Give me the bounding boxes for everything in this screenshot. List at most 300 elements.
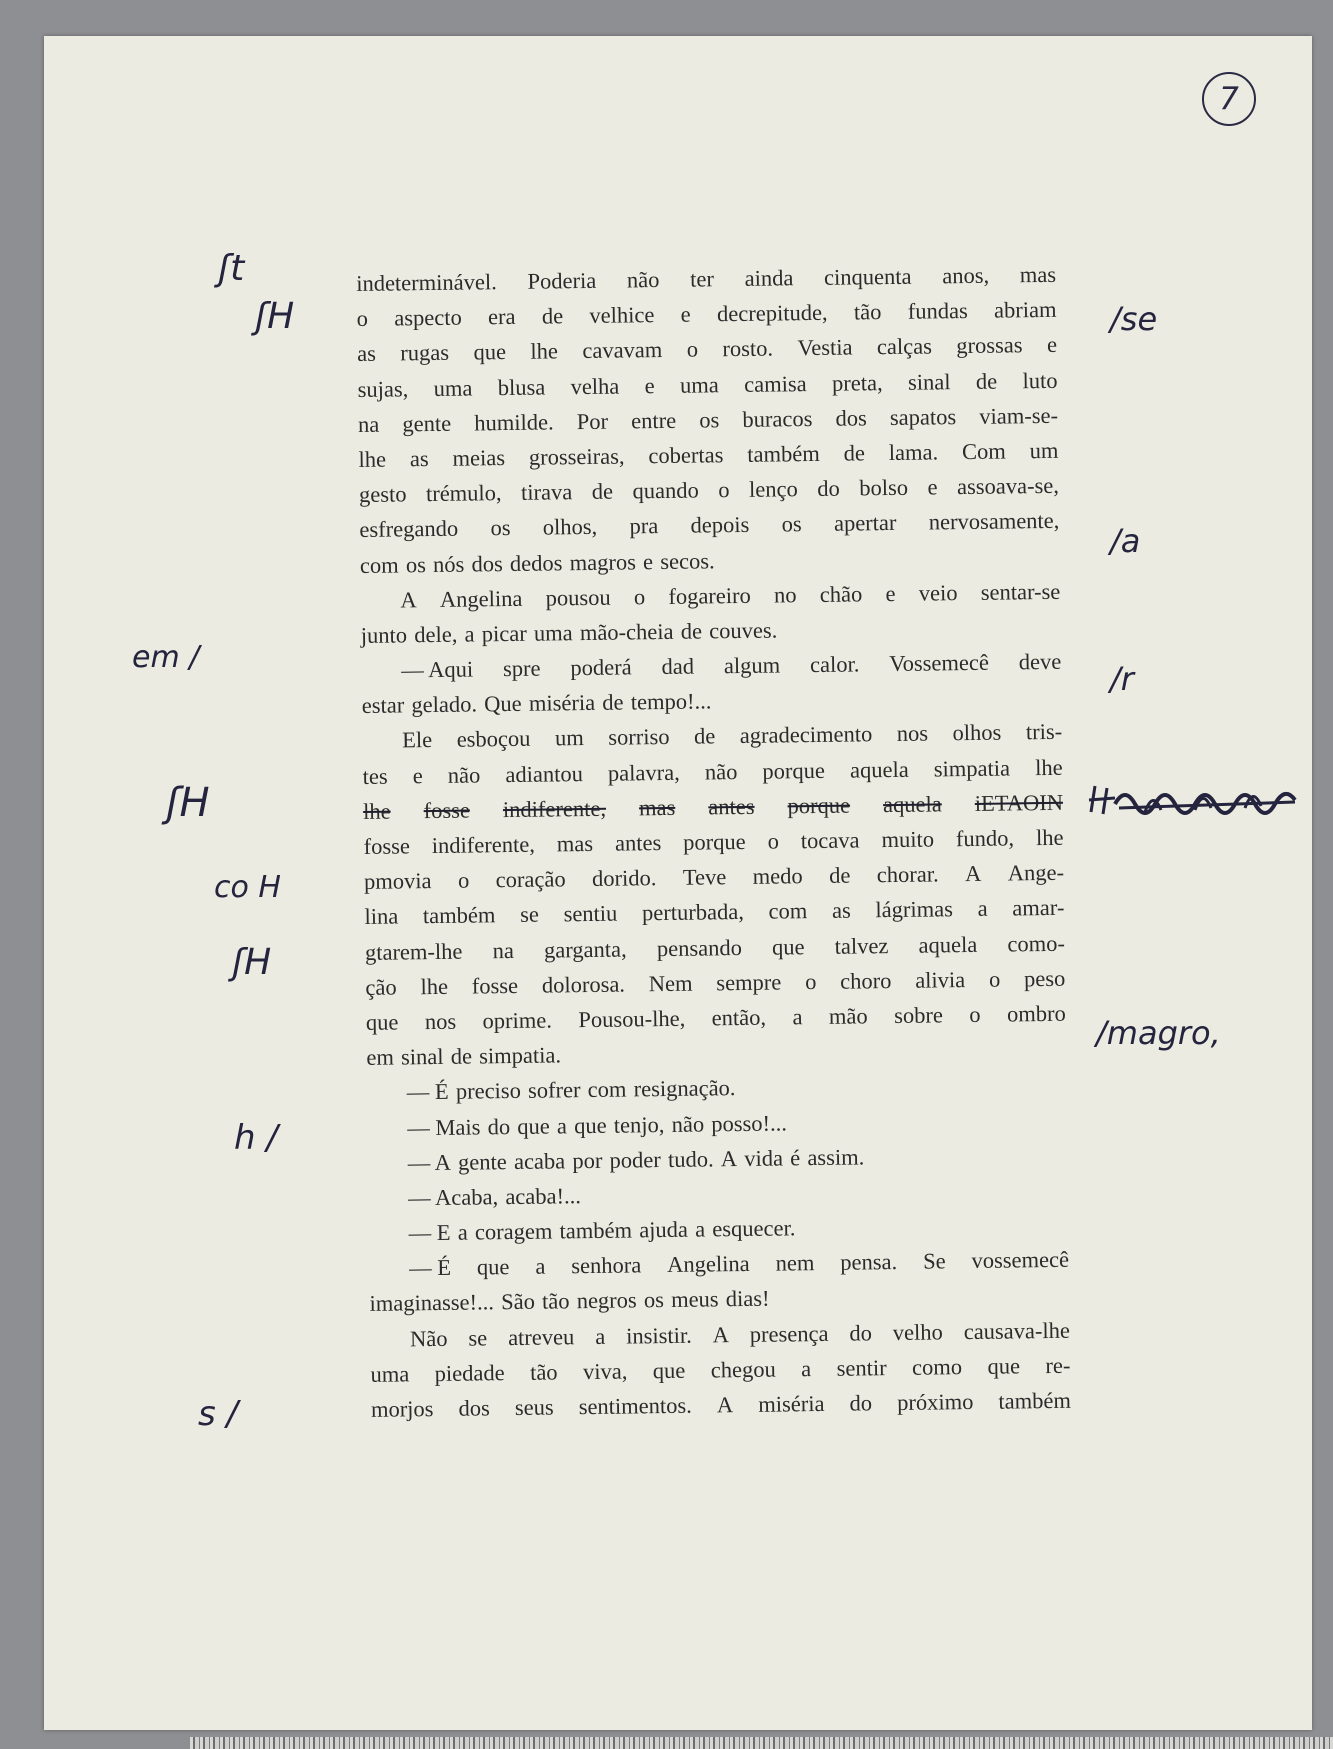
word: o [969, 1001, 981, 1027]
word: uma [679, 371, 719, 398]
word: mão-cheia [579, 618, 674, 645]
word: Com [961, 438, 1006, 465]
word: e [885, 580, 896, 606]
word: e [412, 762, 423, 788]
word: tocava [800, 827, 860, 854]
word: acaba [513, 1148, 566, 1174]
margin-note-left: s / [198, 1394, 238, 1434]
word: e [1046, 332, 1058, 358]
word: dias! [725, 1286, 770, 1312]
word: uma [533, 620, 573, 646]
word: quando [632, 477, 699, 504]
word: os [490, 515, 511, 541]
word: fosse [363, 833, 411, 859]
word: as [831, 897, 851, 924]
word: os [781, 511, 802, 537]
word: ajuda [639, 1216, 689, 1243]
margin-note-left: ʃH [255, 296, 295, 337]
word: a [977, 896, 988, 922]
word: garganta, [543, 936, 627, 963]
word: chão [819, 581, 863, 607]
word: fosse [423, 797, 471, 823]
word: gelado. [411, 691, 478, 718]
word: pra [629, 513, 659, 539]
word: aquela [849, 756, 909, 783]
word: de [680, 618, 703, 644]
word: e [927, 474, 938, 500]
word: dedos [509, 549, 563, 576]
word: camisa [744, 370, 807, 397]
word: muito [881, 826, 935, 853]
word: do [849, 1390, 873, 1416]
word: velhice [589, 302, 655, 329]
word: aquela [882, 791, 942, 817]
word: sinal [907, 368, 951, 395]
word: talvez [834, 932, 889, 959]
word: um [554, 725, 584, 751]
word: se [519, 902, 540, 928]
word: fogareiro [668, 582, 751, 609]
word: junto [360, 622, 408, 648]
word: medo [752, 863, 803, 890]
word: piedade [434, 1359, 505, 1386]
word: próximo [896, 1389, 974, 1416]
word: dos [835, 405, 867, 431]
word: dolorosa. [541, 971, 626, 998]
word: meus [670, 1286, 719, 1313]
margin-note-left: ʃH [232, 942, 272, 983]
word: preciso [455, 1078, 522, 1105]
word: pensando [656, 934, 743, 961]
word: cavavam [582, 337, 663, 364]
word: indiferente, [502, 795, 607, 822]
word: gente [457, 1148, 507, 1175]
word: A [400, 586, 417, 613]
word: lhe [362, 798, 391, 824]
word: lágrimas [875, 896, 954, 923]
word: a [464, 621, 475, 647]
word: rugas [400, 340, 450, 366]
word: — É [408, 1255, 452, 1281]
word: pensa. [840, 1249, 898, 1275]
word: dad [661, 653, 695, 680]
word: re- [1045, 1352, 1071, 1378]
margin-note-left: ʃH [166, 780, 210, 826]
word: antes [708, 793, 755, 820]
word: com [768, 898, 808, 925]
word: e [642, 548, 654, 574]
word: lhe [1035, 824, 1064, 851]
word: é [789, 1144, 801, 1171]
word: sujas, [357, 375, 409, 402]
word: tão [541, 1288, 570, 1315]
color-calibration-strip [190, 1737, 1333, 1749]
word: Poderia [527, 267, 597, 294]
word: que [476, 1254, 510, 1280]
word: esfregando [359, 515, 459, 543]
word: choro [840, 967, 892, 994]
word: luto [1022, 367, 1058, 393]
word: ter [690, 266, 715, 292]
word: — Aqui [401, 656, 474, 683]
word: nós [432, 551, 465, 577]
word: de [450, 1043, 473, 1069]
word: porque [762, 757, 826, 784]
word: porque [787, 792, 851, 819]
word: mas [638, 794, 676, 821]
word: que [771, 933, 805, 960]
word: posso!... [711, 1109, 788, 1136]
margin-note-left: co H [214, 870, 281, 905]
word: grosseiras, [528, 443, 625, 470]
word: os [643, 1287, 665, 1313]
word: agradecimento [739, 721, 873, 749]
word: Por [576, 408, 609, 434]
word: que [473, 339, 507, 365]
word: lhe [358, 446, 387, 472]
word: chorar. [876, 861, 939, 888]
word: preta, [831, 369, 883, 396]
word: Se [922, 1248, 946, 1274]
word: vida [744, 1145, 784, 1171]
word: nos [424, 1008, 457, 1035]
word: sentimentos. [578, 1392, 692, 1420]
word: magros [569, 548, 637, 575]
word: peso [1023, 965, 1066, 992]
word: buracos [742, 405, 813, 432]
word: tirava [520, 479, 573, 505]
word: no [773, 581, 797, 608]
word: A [720, 1145, 738, 1171]
word: nem [775, 1250, 815, 1276]
word: depois [690, 512, 750, 538]
word: chegou [710, 1356, 776, 1383]
word: Vossemecê [889, 649, 990, 677]
word: mas [1019, 261, 1057, 288]
word: atreveu [507, 1323, 575, 1350]
word: esboçou [456, 726, 531, 753]
word: senhora [571, 1252, 642, 1279]
word: sapatos [889, 403, 957, 430]
word: Teve [682, 864, 727, 890]
word: sempre [716, 969, 782, 996]
word: pousou [545, 584, 611, 611]
word: Ele [402, 727, 433, 753]
word: abriam [993, 297, 1057, 323]
word: ainda [744, 265, 794, 291]
word: fosse [471, 972, 519, 999]
word: cinquenta [823, 263, 912, 290]
word: com [587, 1076, 627, 1103]
word: deve [1018, 648, 1062, 675]
word: de [975, 368, 998, 394]
word: aquela [918, 931, 978, 958]
word: nervosamente, [928, 508, 1060, 535]
word: em [366, 1044, 395, 1071]
word: olhos, [542, 514, 598, 540]
word: ombro [1006, 1000, 1066, 1027]
word: mão [828, 1003, 868, 1029]
word: também [998, 1387, 1072, 1414]
word: Pousou-lhe, [578, 1005, 686, 1033]
word: assim. [807, 1144, 865, 1170]
word: — E [408, 1219, 451, 1246]
word: perturbada, [641, 899, 745, 926]
word: causava-lhe [963, 1317, 1071, 1344]
word: blusa [497, 374, 546, 400]
word: fundo, [955, 825, 1015, 852]
word: presença [749, 1320, 829, 1347]
margin-note-right: /a [1110, 522, 1141, 560]
word: gente [402, 410, 452, 437]
word: que [987, 1353, 1021, 1379]
word: simpatia [933, 755, 1011, 782]
word: mas [556, 830, 594, 857]
margin-note-right: /magro, [1096, 1014, 1221, 1052]
word: a [535, 1253, 546, 1279]
word: tão [529, 1359, 558, 1385]
word: — Acaba, [408, 1184, 499, 1211]
word: e [680, 301, 691, 327]
word: grossas [956, 332, 1023, 359]
word: apertar [833, 510, 897, 537]
scribbled-out-correction [1085, 782, 1305, 824]
margin-note-right: /r [1110, 660, 1134, 698]
word: esquecer. [712, 1215, 796, 1242]
word: miséria [758, 1390, 825, 1417]
word: resignação. [633, 1075, 736, 1102]
word: lina [364, 903, 399, 930]
word: viam-se- [979, 402, 1059, 429]
word: tes [362, 763, 388, 789]
word: lhe [420, 973, 449, 999]
word: não [671, 1111, 705, 1137]
word: era [487, 304, 516, 330]
word: não [626, 267, 660, 293]
word: couves. [709, 617, 778, 644]
word: oprime. [482, 1007, 553, 1034]
word: acaba!... [505, 1183, 582, 1209]
word: Ange- [1007, 859, 1065, 886]
word: aspecto [394, 304, 462, 331]
page-number: 7 [1202, 72, 1256, 126]
word: secos. [660, 547, 715, 574]
word: insistir. [625, 1322, 692, 1349]
word: A [716, 1392, 734, 1418]
word: Nem [648, 970, 693, 996]
word: a [457, 1219, 468, 1245]
word: como [911, 1353, 963, 1380]
word: se [468, 1325, 488, 1351]
word: do [487, 1113, 511, 1139]
word: a [694, 1216, 706, 1242]
word: poder [609, 1146, 661, 1173]
word: velha [570, 373, 620, 399]
word: nos [896, 720, 929, 747]
word: de [693, 723, 716, 750]
word: amar- [1012, 895, 1065, 921]
word: de [828, 862, 851, 889]
word: o [988, 966, 1001, 992]
word: o [718, 477, 730, 503]
word: não [704, 758, 738, 785]
word: Vestia [797, 334, 853, 361]
word: miséria [528, 690, 596, 717]
word: velho [892, 1319, 943, 1345]
word: ção [365, 974, 397, 1000]
word: entre [631, 407, 677, 434]
word: que [573, 1112, 607, 1138]
word: indiferente, [431, 831, 536, 859]
word: uma [433, 375, 473, 401]
word: a [801, 1355, 812, 1382]
word: antes [614, 830, 662, 856]
word: porque [683, 828, 746, 855]
word: do [817, 475, 840, 502]
margin-note-left: ʃt [218, 248, 245, 289]
word: uma [370, 1361, 410, 1387]
word: São [500, 1289, 536, 1315]
word: rosto. [722, 335, 774, 362]
word: as [356, 341, 377, 367]
word: fundas [907, 298, 968, 324]
word: sentir [836, 1354, 887, 1381]
word: simpatia. [479, 1042, 562, 1069]
word: as [409, 446, 429, 472]
word: negros [576, 1287, 637, 1314]
word: tris- [1025, 719, 1063, 745]
word: coragem [474, 1218, 553, 1245]
word: um [1029, 437, 1059, 464]
word: cobertas [648, 442, 724, 469]
word: sobre [893, 1002, 944, 1028]
word: Angelina [667, 1251, 750, 1278]
word: gtarem-lhe [364, 938, 463, 965]
word: também [747, 440, 820, 467]
word: decrepitude, [716, 300, 828, 327]
word: de [602, 689, 624, 716]
word: lama. [888, 439, 939, 465]
word: dos [458, 1395, 490, 1421]
word: com [359, 551, 399, 578]
word: anos, [942, 262, 990, 289]
word: não [447, 762, 481, 788]
word: adiantou [505, 760, 584, 787]
word: também [422, 902, 496, 929]
word: Que [484, 691, 522, 717]
word: palavra, [607, 759, 680, 786]
word: A [964, 861, 982, 887]
word: meias [452, 445, 506, 471]
word: os [699, 407, 720, 433]
word: o [686, 336, 699, 363]
word: o [356, 306, 369, 332]
word: vossemecê [971, 1247, 1070, 1274]
word: alivia [915, 966, 966, 993]
word: lenço [748, 476, 798, 502]
word: seus [514, 1394, 554, 1421]
word: de [843, 440, 866, 466]
word: bolso [859, 474, 909, 501]
word: Angelina [439, 585, 523, 612]
word: que [652, 1357, 686, 1384]
word: olhos [952, 720, 1002, 746]
word: o [633, 583, 646, 610]
word: A [712, 1321, 730, 1348]
word: dele, [414, 621, 458, 648]
word: viva, [582, 1358, 628, 1384]
word: sentar-se [980, 578, 1061, 605]
word: trémulo, [425, 480, 502, 507]
word: indeterminável. [356, 269, 497, 296]
word: algum [723, 652, 781, 679]
word: poderá [570, 654, 632, 681]
word: — Mais [407, 1113, 481, 1140]
word: o [457, 867, 470, 893]
word: sorriso [608, 724, 670, 751]
word: spre [502, 655, 541, 682]
word: sentiu [563, 901, 618, 927]
word: como- [1007, 930, 1066, 957]
word: humilde. [474, 409, 554, 436]
word: iETAOIN [974, 789, 1064, 816]
word: Não [409, 1325, 448, 1352]
word: tenjo, [613, 1111, 665, 1138]
word: também [559, 1217, 633, 1244]
word: a [792, 1004, 803, 1030]
word: estar [361, 692, 405, 719]
word: tudo. [667, 1146, 714, 1172]
margin-note-right: /se [1110, 300, 1158, 338]
word: lhe [530, 338, 559, 365]
word: de [541, 303, 564, 329]
word: — É [406, 1079, 449, 1105]
word: imaginasse!... [369, 1289, 495, 1317]
word: gesto [358, 481, 407, 508]
word: sinal [400, 1044, 444, 1070]
word: morjos [370, 1396, 434, 1422]
word: sofrer [527, 1077, 581, 1104]
word: do [849, 1319, 873, 1346]
word: os [405, 551, 427, 577]
word: — A [407, 1149, 452, 1176]
word: picar [481, 620, 527, 647]
word: a [595, 1323, 606, 1349]
word: assoava-se, [956, 472, 1060, 500]
word: dos [471, 550, 503, 577]
word: tão [853, 299, 882, 325]
word: de [591, 478, 614, 505]
word: a [556, 1112, 568, 1138]
word: por [572, 1147, 603, 1173]
word: na [492, 937, 515, 963]
word: veio [918, 579, 958, 606]
word: dorido. [591, 865, 657, 892]
word: tempo!... [630, 688, 712, 715]
word: lhe [1034, 754, 1063, 780]
word: o [804, 968, 817, 994]
word: pmovia [363, 868, 432, 895]
word: na [357, 411, 380, 437]
margin-note-left: em / [132, 640, 200, 675]
word: calças [876, 333, 933, 360]
word: coração [495, 866, 566, 893]
word: e [644, 372, 655, 398]
typescript-body [356, 257, 1071, 1427]
word: então, [711, 1004, 767, 1031]
word: que [517, 1113, 550, 1139]
margin-note-left: h / [234, 1118, 278, 1158]
